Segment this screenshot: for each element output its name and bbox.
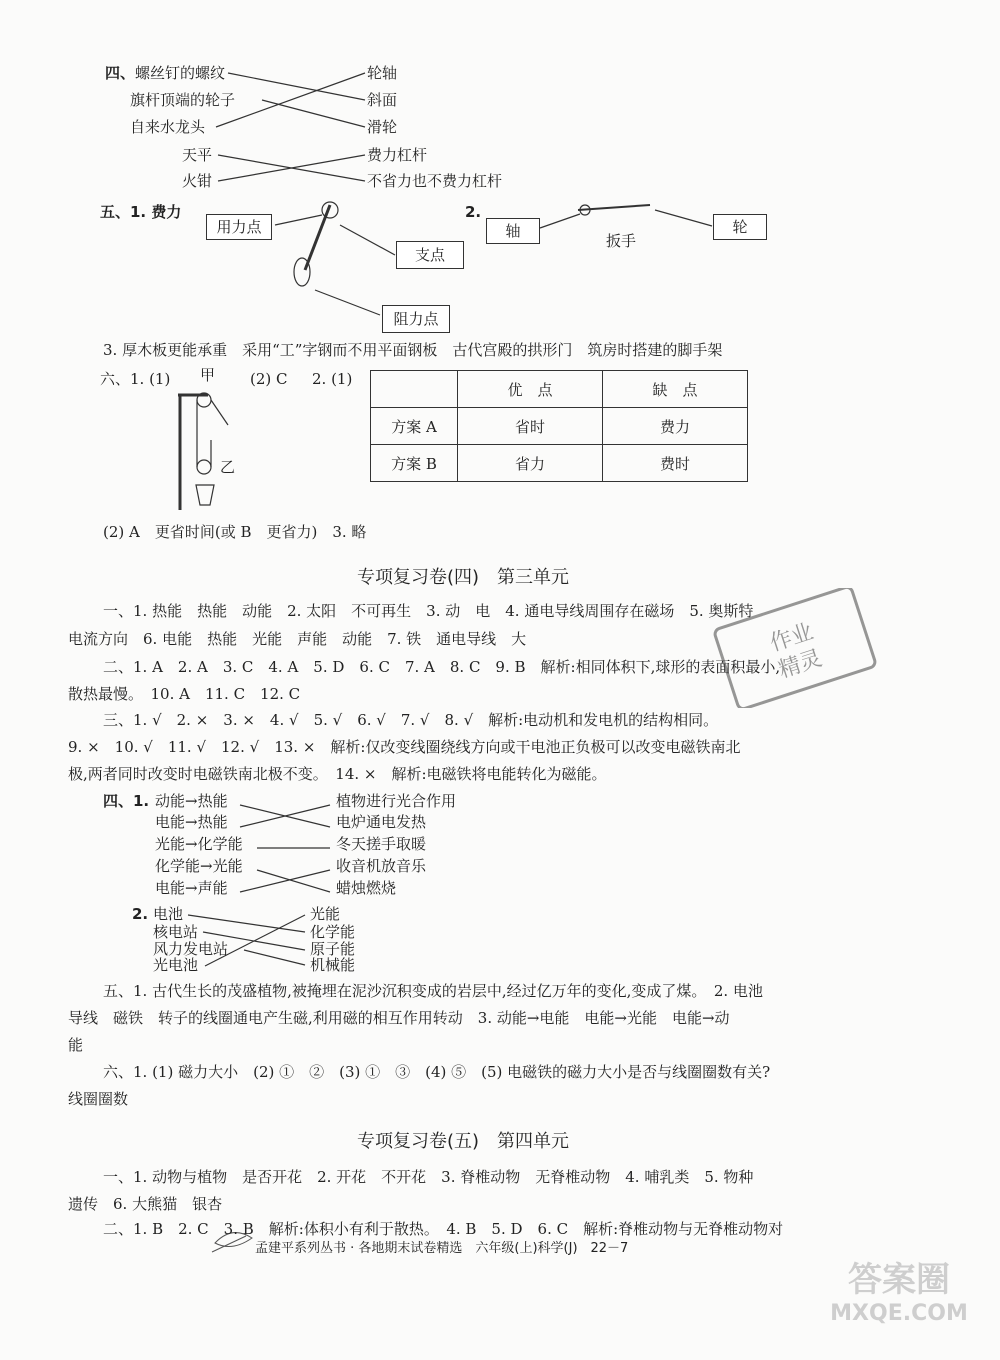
pulley-jia: 甲 <box>200 366 216 384</box>
s4-label: 四、 <box>105 64 136 82</box>
energy-left-5: 电能→声能 <box>155 879 228 897</box>
u4-a2: 遗传 6. 大熊猫 银杏 <box>68 1195 223 1213</box>
station-left-4: 光电池 <box>153 956 199 974</box>
table-r2c3: 费时 <box>603 445 748 482</box>
station-right-2: 化学能 <box>310 923 356 941</box>
arrow-yongli <box>275 215 322 225</box>
u3-c3: 极,两者同时改变时电磁铁南北极不变。 14. × 解析:电磁铁将电能转化为磁能。 <box>68 765 607 783</box>
match-left-1: 螺丝钉的螺纹 <box>135 64 226 82</box>
arrow-zhidian <box>340 225 395 255</box>
energy-left-3: 光能→化学能 <box>155 835 243 853</box>
wrench-handle <box>305 205 330 270</box>
line-e4 <box>257 870 330 892</box>
wrench-jaw <box>294 258 310 286</box>
match-left-2: 旗杆顶端的轮子 <box>130 91 236 109</box>
u3-b1: 二、1. A 2. A 3. C 4. A 5. D 6. C 7. A 8. C 9. B 解析:相同体积下,球形的表面积最小, <box>103 658 781 676</box>
station-left-2: 核电站 <box>153 923 199 941</box>
energy-right-1: 植物进行光合作用 <box>336 792 457 810</box>
stamp-text-1: 作业 <box>766 619 817 657</box>
energy-right-3: 冬天搓手取暖 <box>336 835 427 853</box>
station-right-3: 原子能 <box>310 940 356 958</box>
watermark-url: MXQE.COM <box>830 1301 968 1326</box>
match-left-4: 天平 <box>182 146 213 164</box>
footer-label: 孟建平系列丛书 · 各地期末试卷精选 六年级(上)科学(J) 22－7 <box>255 1241 629 1256</box>
pulley-movable <box>197 460 211 474</box>
match-left-5: 火钳 <box>182 172 213 190</box>
table-r1c1: 方案 A <box>371 408 458 445</box>
table-r2c1: 方案 B <box>371 445 458 482</box>
u3-g2: 线圈圈数 <box>68 1090 129 1108</box>
pulley-yi: 乙 <box>220 458 236 476</box>
u3-f1: 五、1. 古代生长的茂盛植物,被掩埋在泥沙沉积变成的岩层中,经过亿万年的变化,变成了煤。 2. 电池 <box>103 982 763 1000</box>
box-zuli: 阻力点 <box>382 305 450 333</box>
pulley-bucket <box>196 485 214 505</box>
wrench-head <box>322 202 338 218</box>
energy-left-1: 动能→热能 <box>155 792 228 810</box>
box-yongli: 用力点 <box>206 214 272 240</box>
u3-c2: 9. × 10. √ 11. √ 12. √ 13. × 解析:仅改变线圈绕线方向或干电池正负极可以改变电磁铁南北 <box>68 738 741 756</box>
u3-e-label: 2. <box>132 905 149 923</box>
section-title-4: 专项复习卷(四) 第三单元 <box>357 567 570 588</box>
u3-d-label: 四、1. <box>103 792 150 810</box>
s5-q2: 2. <box>465 203 482 221</box>
table-r1c3: 费力 <box>603 408 748 445</box>
match-right-3: 滑轮 <box>367 118 398 136</box>
u3-f2: 导线 磁铁 转子的线圈通电产生磁,利用磁的相互作用转动 3. 动能→电能 电能→光能 电能→动 <box>68 1009 730 1027</box>
energy-right-4: 收音机放音乐 <box>336 857 427 875</box>
line-tap-axle <box>216 73 365 127</box>
u3-c1: 三、1. √ 2. × 3. × 4. √ 5. √ 6. √ 7. √ 8. √ 解析:电动机和发电机的结构相同。 <box>103 711 719 729</box>
arrow-zuli <box>315 290 380 315</box>
station-left-1: 电池 <box>153 905 184 923</box>
wrench-label: 扳手 <box>606 232 637 250</box>
u3-a2: 电流方向 6. 电能 热能 光能 声能 动能 7. 铁 通电导线 大 <box>68 630 527 648</box>
match-right-1: 轮轴 <box>367 64 398 82</box>
line-e5 <box>240 870 330 892</box>
match-left-3: 自来水龙头 <box>130 118 206 136</box>
s6-q2b: (2) A 更省时间(或 B 更省力) 3. 略 <box>103 523 367 541</box>
match-right-4: 费力杠杆 <box>367 146 428 164</box>
table-r1c2: 省时 <box>458 408 603 445</box>
watermark <box>806 1252 992 1352</box>
station-left-3: 风力发电站 <box>153 940 229 958</box>
match-right-5: 不省力也不费力杠杆 <box>367 172 503 190</box>
watermark-text: 答案圈 <box>848 1260 950 1300</box>
s5-q1: 五、1. 费力 <box>100 203 182 221</box>
s6-c: (2) C <box>250 370 288 388</box>
table-h2: 缺 点 <box>603 371 748 408</box>
station-right-4: 机械能 <box>310 956 356 974</box>
table-h1: 优 点 <box>458 371 603 408</box>
energy-right-2: 电炉通电发热 <box>336 813 427 831</box>
box-zhou: 轴 <box>486 218 540 244</box>
table-r2c2: 省力 <box>458 445 603 482</box>
u4-a1: 一、1. 动物与植物 是否开花 2. 开花 不开花 3. 脊椎动物 无脊椎动物 4. 哺乳类 5. 物种 <box>103 1168 754 1186</box>
u3-a1: 一、1. 热能 热能 动能 2. 太阳 不可再生 3. 动 电 4. 通电导线周围存在磁场 5. 奥斯特 <box>103 602 754 620</box>
s5-q3: 3. 厚木板更能承重 采用“工”字钢而不用平面钢板 古代宫殿的拱形门 筑房时搭建的脚手架 <box>103 341 723 359</box>
line-flag-pulley <box>262 100 365 127</box>
box-lun: 轮 <box>713 214 767 240</box>
arrow-zhou <box>540 214 580 228</box>
u3-g1: 六、1. (1) 磁力大小 (2) ① ② (3) ① ③ (4) ⑤ (5) 电磁铁的磁力大小是否与线圈圈数有关? <box>103 1063 771 1081</box>
energy-right-5: 蜡烛燃烧 <box>336 879 397 897</box>
compare-table <box>370 370 748 482</box>
section-title-5: 专项复习卷(五) 第四单元 <box>357 1131 570 1152</box>
u4-b1: 二、1. B 2. C 3. B 解析:体积小有利于散热。 4. B 5. D 6. C 解析:脊椎动物与无脊椎动物对 <box>103 1220 784 1238</box>
stamp-text-2: 精灵 <box>775 645 826 684</box>
arrow-lun <box>655 210 712 226</box>
line-s3 <box>244 950 305 965</box>
s6-q1: 六、1. (1) <box>100 370 171 388</box>
u3-b2: 散热最慢。 10. A 11. C 12. C <box>68 685 301 703</box>
energy-left-4: 化学能→光能 <box>155 857 243 875</box>
u3-f3: 能 <box>68 1036 84 1054</box>
energy-left-2: 电能→热能 <box>155 813 228 831</box>
station-right-1: 光能 <box>310 905 341 923</box>
footer-text <box>200 1237 628 1256</box>
line-screw-incline <box>228 73 365 100</box>
match-right-2: 斜面 <box>367 91 398 109</box>
box-zhidian: 支点 <box>396 241 464 269</box>
s6-q2: 2. (1) <box>312 370 353 388</box>
stamp <box>705 588 885 708</box>
